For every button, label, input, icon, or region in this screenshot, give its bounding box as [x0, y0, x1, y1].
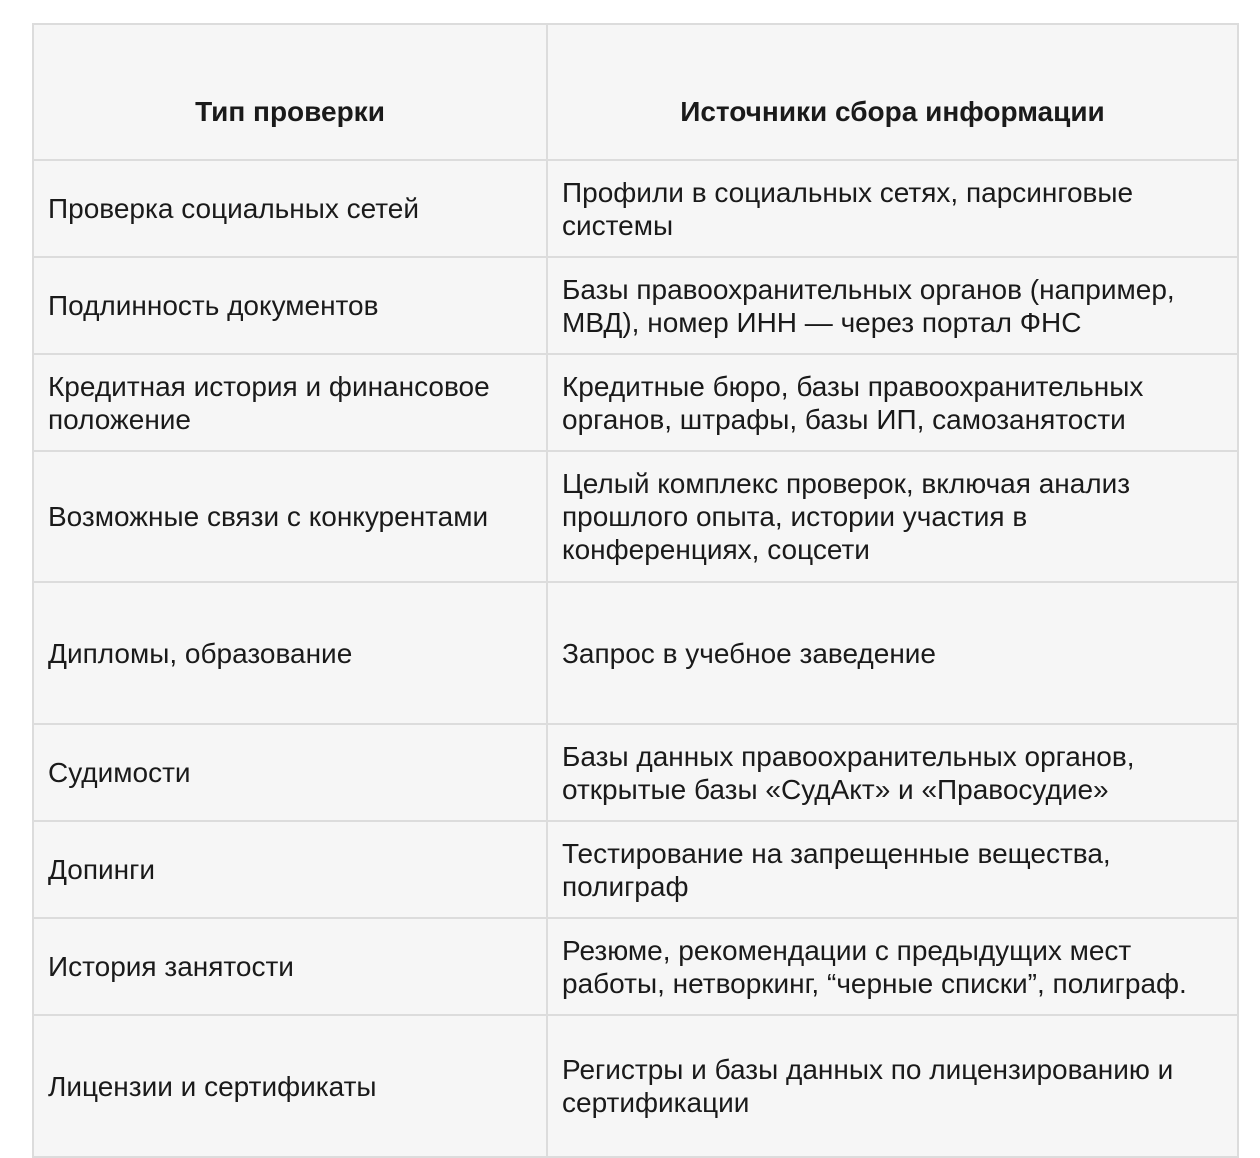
check-type-cell: Допинги — [33, 821, 547, 918]
sources-cell: Кредитные бюро, базы правоохранительных органов, штрафы, базы ИП, самозанятости — [547, 354, 1238, 451]
sources-cell: Профили в социальных сетях, парсинговые системы — [547, 160, 1238, 257]
sources-cell: Целый комплекс проверок, включая анализ прошлого опыта, истории участия в конференциях, соцсети — [547, 451, 1238, 582]
check-type-cell: Возможные связи с конкурентами — [33, 451, 547, 582]
table-row — [33, 582, 1238, 724]
sources-cell: Регистры и базы данных по лицензированию и сертификации — [547, 1015, 1238, 1157]
table-row — [33, 257, 1238, 354]
sources-cell: Базы правоохранительных органов (например, МВД), номер ИНН — через портал ФНС — [547, 257, 1238, 354]
header-info-sources: Источники сбора информации — [547, 24, 1238, 160]
check-type-cell: Подлинность документов — [33, 257, 547, 354]
check-type-cell: Дипломы, образование — [33, 582, 547, 724]
sources-cell: Тестирование на запрещенные вещества, полиграф — [547, 821, 1238, 918]
table-row — [33, 354, 1238, 451]
header-check-type: Тип проверки — [33, 24, 547, 160]
sources-cell: Резюме, рекомендации с предыдущих мест работы, нетворкинг, “черные списки”, полиграф. — [547, 918, 1238, 1015]
verification-sources-table — [32, 23, 1239, 1158]
table-row — [33, 451, 1238, 582]
table-header-row — [33, 24, 1238, 160]
table-row — [33, 160, 1238, 257]
table-row — [33, 724, 1238, 821]
sources-cell: Базы данных правоохранительных органов, открытые базы «СудАкт» и «Правосудие» — [547, 724, 1238, 821]
table-row — [33, 918, 1238, 1015]
sources-cell: Запрос в учебное заведение — [547, 582, 1238, 724]
check-type-cell: Кредитная история и финансовое положение — [33, 354, 547, 451]
check-type-cell: История занятости — [33, 918, 547, 1015]
check-type-cell: Проверка социальных сетей — [33, 160, 547, 257]
table-row — [33, 821, 1238, 918]
check-type-cell: Лицензии и сертификаты — [33, 1015, 547, 1157]
table-row — [33, 1015, 1238, 1157]
check-type-cell: Судимости — [33, 724, 547, 821]
